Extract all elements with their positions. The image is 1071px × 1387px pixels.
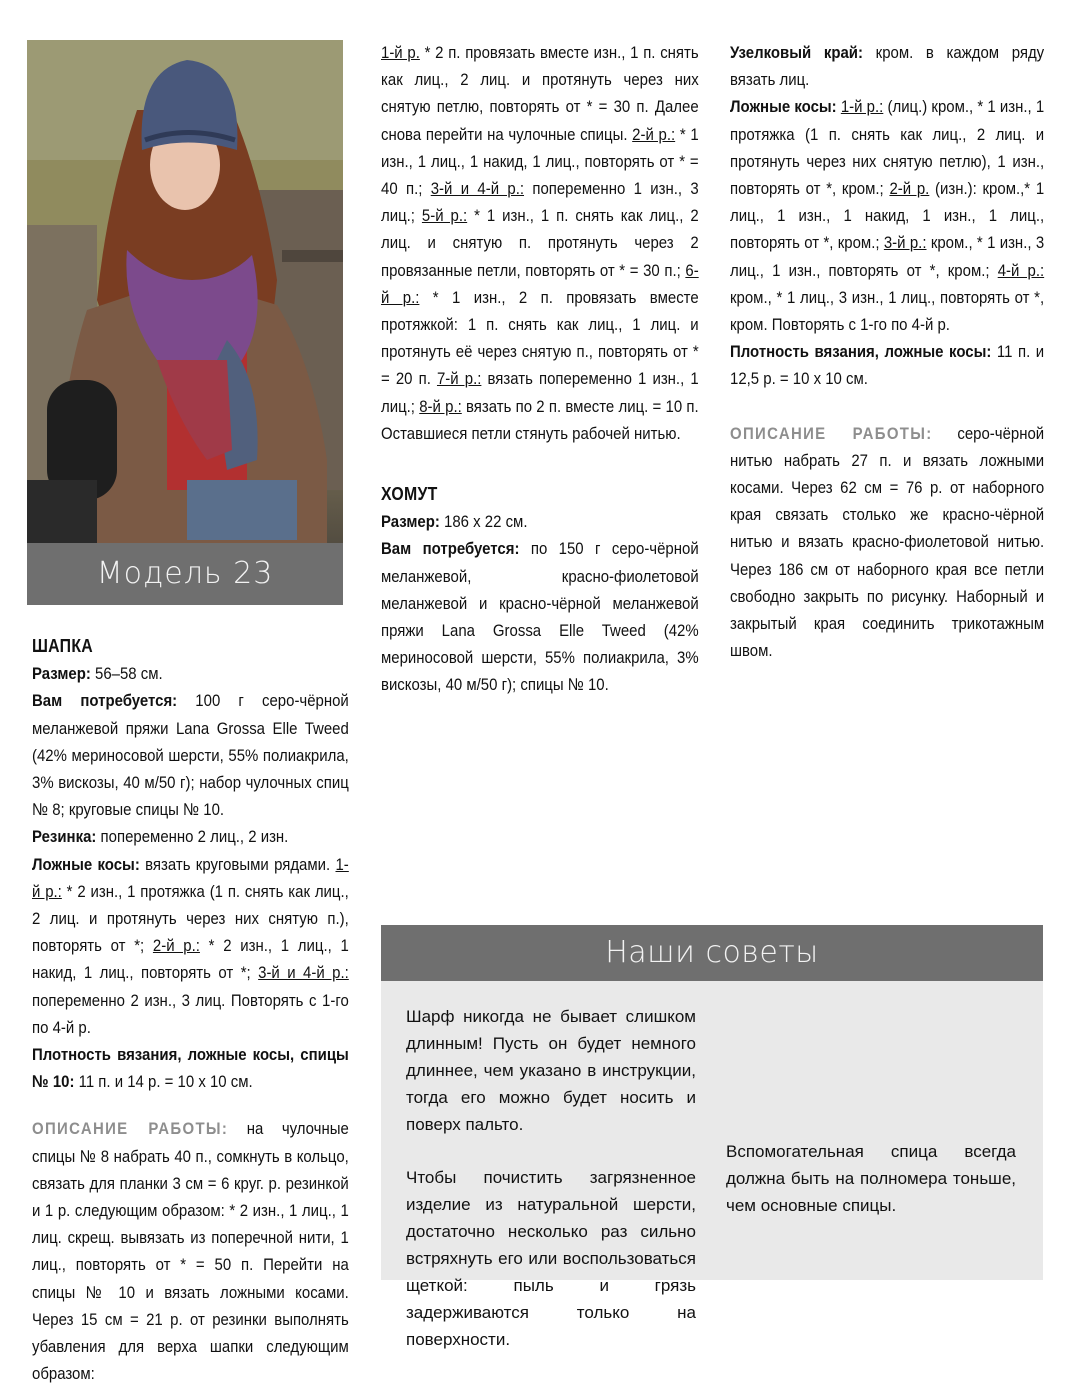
homut-edge: Узелковый край: кром. в каждом ряду вязать лиц. bbox=[730, 43, 1045, 90]
homut-size: Размер: 186 х 22 см. bbox=[381, 512, 528, 532]
homut-density: Плотность вязания, ложные косы: 11 п. и 12,5 р. = 10 х 10 см. bbox=[730, 342, 1045, 389]
homut-kosy: Ложные косы: 1-й р.: (лиц.) кром., * 1 изн., 1 протяжка (1 п. снять как лиц., 2 лиц. и протянуть через них снятую петлю), 1 изн., повторять от *, кром.; 2-й р. (изн.): кром.,* 1 лиц., 1 изн., 1 накид, 1 изн., 1 лиц., повторять от *, кром.; 3-й р.: кром., * 1 изн., 3 лиц., 1 изн., повторять от *, кром.; 4-й р.: кром., * 1 лиц., 3 изн., 1 лиц., повторять от *, кром. Повторять с 1-го по 4-й р. bbox=[730, 97, 1045, 335]
model-photo bbox=[27, 40, 343, 605]
homut-materials: Вам потребуется: по 150 г серо-чёрной меланжевой, красно-фиолетовой меланжевой и красно-чёрной меланжевой пряжи Lana Grossa Elle Tweed (42% мериносовой шерсти, 55% полиакрила, 3% вискозы, 40 м/50 г); спицы № 10. bbox=[381, 539, 699, 695]
shapka-size: Размер: 56–58 см. bbox=[32, 664, 163, 684]
shapka-rezinka: Резинка: попеременно 2 лиц., 2 изн. bbox=[32, 827, 289, 847]
shapka-description-start: ОПИСАНИЕ РАБОТЫ: на чулочные спицы № 8 набрать 40 п., сомкнуть в кольцо, связать для планки 3 см = 6 круг. р. резинкой и 1 р. следующим образом: * 2 изн., 1 лиц., 1 лиц. скрещ. вывязать из поперечной нити, 1 лиц., повторять от * = 50 п. Перейти на спицы № 10 и вязать ложными косами. Через 15 см = 21 р. от резинки выполнять убавления для верха шапки следующим образом: bbox=[32, 1119, 349, 1384]
photo-illustration bbox=[27, 40, 343, 605]
shapka-heading: ШАПКА bbox=[32, 636, 93, 656]
tips-box bbox=[381, 981, 1043, 1349]
homut-description: ОПИСАНИЕ РАБОТЫ: серо-чёрной нитью набрать 27 п. и вязать ложными косами. Через 62 см = 76 р. от наборного края связать столько же красно-чёрной нитью и вязать красно-фиолетовой нитью. Через 186 см от наборного края все петли свободно закрыть по рисунку. Наборный и закрытый края соединить трикотажным швом. bbox=[730, 423, 1045, 661]
column-middle bbox=[381, 39, 699, 889]
model-caption: Модель 23 bbox=[27, 543, 343, 605]
tips-title: Наши советы bbox=[381, 925, 1043, 981]
shapka-kosy: Ложные косы: вязать круговыми рядами. 1-й р.: * 2 изн., 1 протяжка (1 п. снять как лиц., 2 лиц. и протянуть через них снятую п.), повторять от *; 2-й р.: * 2 изн., 1 лиц., 1 накид, 1 лиц., повторять от *; 3-й и 4-й р.: попеременно 2 изн., 3 лиц. Повторять с 1-го по 4-й р. bbox=[32, 854, 349, 1037]
shapka-description-continued: 1-й р. * 2 п. провязать вместе изн., 1 п. снять как лиц., 2 лиц. и протянуть через них снятую петлю, повторять от * = 30 п. Далее снова перейти на чулочные спицы. 2-й р.: * 1 изн., 1 лиц., 1 накид, 1 лиц., повторять от * = 40 п.; 3-й и 4-й р.: попеременно 1 изн., 3 лиц.; 5-й р.: * 1 изн., 1 п. снять как лиц., 2 лиц. и снятую п. протянуть через 2 провязанные петли, повторять от * = 30 п.; 6-й р.: * 1 изн., 2 п. провязать вместе протяжкой: 1 п. снять как лиц., 1 лиц. и протянуть её через снятую п., повторять от * = 20 п. 7-й р.: вязать попеременно 1 изн., 1 лиц.; 8-й р.: вязать по 2 п. вместе лиц. = 10 п. Оставшиеся петли стянуть рабочей нитью. bbox=[381, 43, 699, 443]
homut-heading: ХОМУТ bbox=[381, 484, 438, 505]
shapka-materials: Вам потребуется: 100 г серо-чёрной меланжевой пряжи Lana Grossa Elle Tweed (42% мериносовой шерсти, 55% полиакрила, 3% вискозы, 40 м/50 г); набор чулочных спиц № 8; круговые спицы № 10. bbox=[32, 691, 349, 820]
tip-cleaning: Чтобы почистить загрязненное изделие из натуральной шерсти, достаточно несколько раз сильно встряхнуть его или воспользоваться щеткой: пыль и грязь задерживаются только на поверхности. bbox=[406, 1168, 696, 1349]
tip-scarf-length: Шарф никогда не бывает слишком длинным! Пусть он будет немного длиннее, чем указано в инструкции, тогда его можно будет носить и поверх пальто. bbox=[406, 1007, 696, 1134]
shapka-section bbox=[32, 633, 349, 1387]
tip-needle-size: Вспомогательная спица всегда должна быть на полномера тоньше, чем основные спицы. bbox=[726, 1142, 1016, 1215]
column-right bbox=[730, 39, 1044, 664]
shapka-density: Плотность вязания, ложные косы, спицы № 10: 11 п. и 14 р. = 10 х 10 см. bbox=[32, 1045, 349, 1092]
